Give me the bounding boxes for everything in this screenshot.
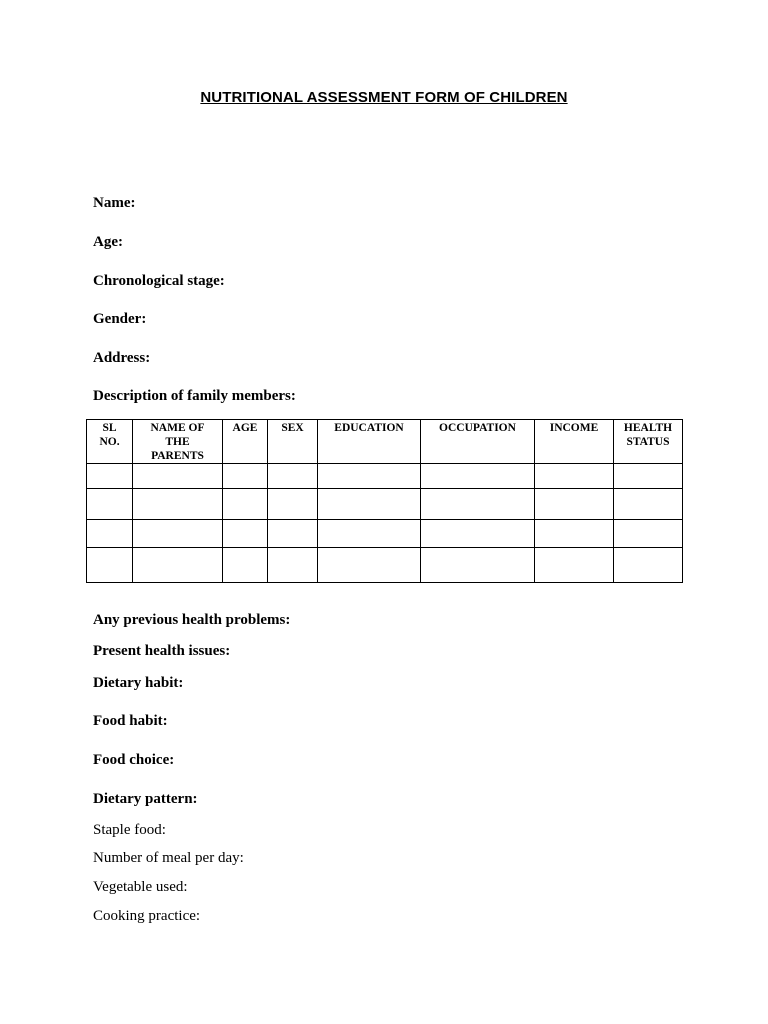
- previous-health-problems-label: Any previous health problems:: [93, 612, 291, 628]
- table-cell[interactable]: [268, 489, 318, 520]
- col-header-text: PARENTS: [151, 450, 204, 462]
- col-header-occupation: OCCUPATION: [421, 420, 535, 464]
- table-header-row: [87, 420, 683, 464]
- table-cell[interactable]: [614, 489, 683, 520]
- table-cell[interactable]: [421, 464, 535, 489]
- form-title: NUTRITIONAL ASSESSMENT FORM OF CHILDREN: [200, 89, 568, 106]
- col-header-text: THE: [165, 436, 190, 448]
- table-cell[interactable]: [535, 520, 614, 548]
- address-label: Address:: [93, 350, 151, 366]
- table-cell[interactable]: [614, 520, 683, 548]
- food-habit-label: Food habit:: [93, 713, 168, 729]
- family-members-table: [86, 419, 683, 583]
- col-header-age: AGE: [223, 420, 268, 464]
- dietary-habit-label: Dietary habit:: [93, 675, 184, 691]
- table-cell[interactable]: [318, 520, 421, 548]
- table-cell[interactable]: [223, 489, 268, 520]
- col-header-education: EDUCATION: [318, 420, 421, 464]
- table-cell[interactable]: [614, 548, 683, 583]
- table-cell[interactable]: [268, 520, 318, 548]
- col-header-text: HEALTH: [623, 422, 673, 434]
- table-cell[interactable]: [133, 489, 223, 520]
- dietary-pattern-label: Dietary pattern:: [93, 791, 198, 807]
- table-cell[interactable]: [133, 520, 223, 548]
- table-cell[interactable]: [318, 489, 421, 520]
- table-cell[interactable]: [87, 464, 133, 489]
- table-cell[interactable]: [421, 520, 535, 548]
- table-cell[interactable]: [87, 489, 133, 520]
- col-header-sl-no: [87, 420, 133, 464]
- vegetable-used-label: Vegetable used:: [93, 879, 188, 895]
- col-header-text: SL: [102, 422, 117, 434]
- col-header-sex: SEX: [268, 420, 318, 464]
- col-header-income: INCOME: [535, 420, 614, 464]
- table-cell[interactable]: [535, 464, 614, 489]
- col-header-text: NO.: [99, 436, 120, 448]
- col-header-text: NAME OF: [150, 422, 205, 434]
- present-health-issues-label: Present health issues:: [93, 643, 231, 659]
- table-cell[interactable]: [133, 548, 223, 583]
- table-cell[interactable]: [87, 548, 133, 583]
- col-header-parents-name: [133, 420, 223, 464]
- table-cell[interactable]: [318, 464, 421, 489]
- table-row: [87, 520, 683, 548]
- table-cell[interactable]: [223, 548, 268, 583]
- col-header-health-status: [614, 420, 683, 464]
- table-row: [87, 489, 683, 520]
- staple-food-label: Staple food:: [93, 822, 166, 838]
- table-cell[interactable]: [421, 489, 535, 520]
- cooking-practice-label: Cooking practice:: [93, 908, 201, 924]
- table-cell[interactable]: [87, 520, 133, 548]
- meals-per-day-label: Number of meal per day:: [93, 850, 244, 866]
- table-cell[interactable]: [614, 464, 683, 489]
- table-cell[interactable]: [268, 548, 318, 583]
- table-cell[interactable]: [421, 548, 535, 583]
- name-label: Name:: [93, 195, 136, 211]
- gender-label: Gender:: [93, 311, 147, 327]
- table-cell[interactable]: [133, 464, 223, 489]
- table-cell[interactable]: [268, 464, 318, 489]
- table-cell[interactable]: [318, 548, 421, 583]
- table-cell[interactable]: [223, 520, 268, 548]
- table-cell[interactable]: [535, 548, 614, 583]
- table-row: [87, 548, 683, 583]
- chronological-stage-label: Chronological stage:: [93, 273, 225, 289]
- age-label: Age:: [93, 234, 123, 250]
- table-cell[interactable]: [535, 489, 614, 520]
- family-description-label: Description of family members:: [93, 388, 296, 404]
- food-choice-label: Food choice:: [93, 752, 175, 768]
- table-row: [87, 464, 683, 489]
- table-cell[interactable]: [223, 464, 268, 489]
- col-header-text: STATUS: [626, 436, 670, 448]
